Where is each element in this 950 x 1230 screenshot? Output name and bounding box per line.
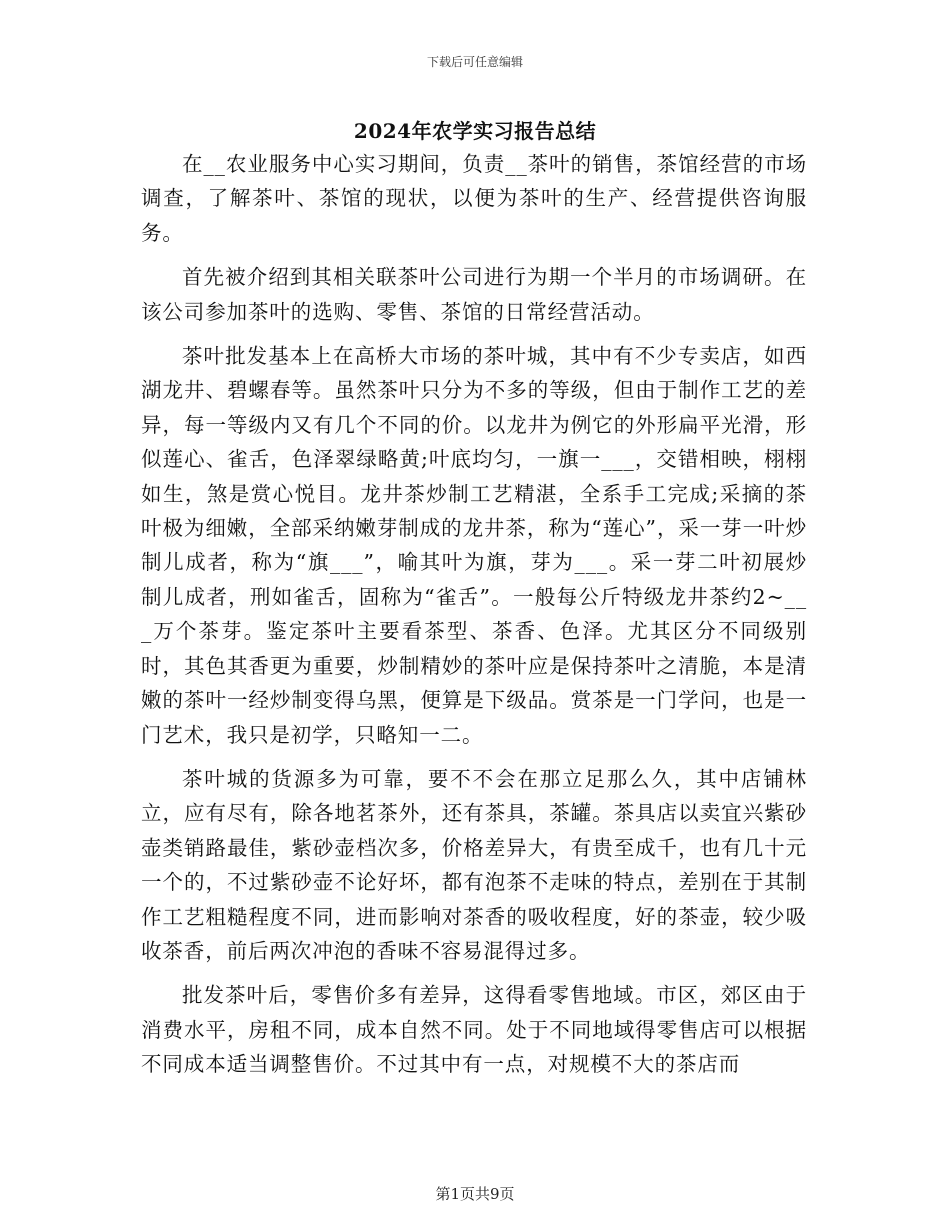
document-title: 2024年农学实习报告总结 — [353, 119, 597, 143]
paragraph: 在__农业服务中心实习期间，负责__茶叶的销售，茶馆经营的市场调查，了解茶叶、茶馆的现状，以便为茶叶的生产、经营提供咨询服务。 — [141, 152, 807, 245]
paragraph: 茶叶城的货源多为可靠，要不不会在那立足那么久，其中店铺林立，应有尽有，除各地茗茶外，还有茶具，茶罐。茶具店以卖宜兴紫砂壶类销路最佳，紫砂壶档次多，价格差异大，有贵至成千，也有几十元一个的，不过紫砂壶不论好坏，都有泡茶不走味的特点，差别在于其制作工艺粗糙程度不同，进而影响对茶香的吸收程度，好的茶壶，较少吸收茶香，前后两次冲泡的香味不容易混得过多。 — [141, 766, 807, 963]
paragraph: 首先被介绍到其相关联茶叶公司进行为期一个半月的市场调研。在该公司参加茶叶的选购、零售、茶馆的日常经营活动。 — [141, 265, 807, 324]
page-header: 下载后可任意编辑 — [426, 55, 523, 69]
page-footer: 第1页共9页 — [435, 1185, 515, 1203]
paragraph: 批发茶叶后，零售价多有差异，这得看零售地域。市区，郊区由于消费水平，房租不同，成本自然不同。处于不同地域得零售店可以根据不同成本适当调整售价。不过其中有一点，对规模不大的茶店而 — [141, 983, 807, 1077]
paragraph: 茶叶批发基本上在高桥大市场的茶叶城，其中有不少专卖店，如西湖龙井、碧螺春等。虽然茶叶只分为不多的等级，但由于制作工艺的差异，每一等级内又有几个不同的价。以龙井为例它的外形扁平光滑，形似莲心、雀舌，色泽翠绿略黄;叶底均匀，一旗一___，交错相映，栩栩如生，煞是赏心悦目。龙井茶炒制工艺精湛，全系手工完成;采摘的茶叶极为细嫩，全部采纳嫩芽制成的龙井茶，称为“莲心”，采一芽一叶炒制儿成者，称为“旗___”，喻其叶为旗，芽为___。采一芽二叶初展炒制儿成者，刑如雀舌，固称为“雀舌”。一般每公斤特级龙井茶约2~___万个茶芽。鉴定茶叶主要看茶型、茶香、色泽。尤其区分不同级别时，其色其香更为重要，炒制精妙的茶叶应是保持茶叶之清脆，本是清嫩的茶叶一经炒制变得乌黑，便算是下级品。赏茶是一门学问，也是一门艺术，我只是初学，只略知一二。 — [141, 344, 807, 747]
document-body — [141, 147, 807, 1082]
